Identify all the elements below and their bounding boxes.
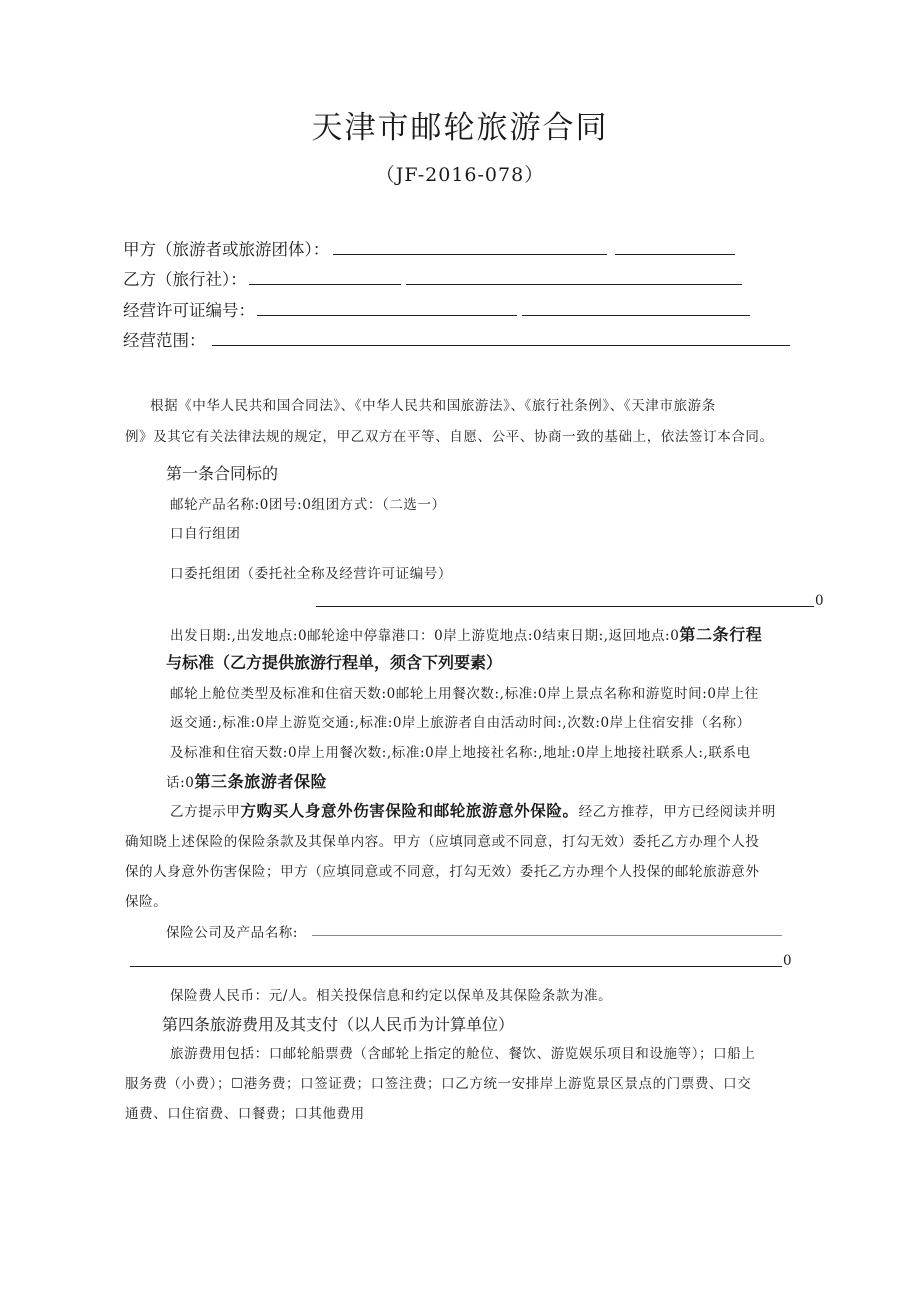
article-1-line-4 bbox=[170, 622, 762, 645]
party-a-blank-2[interactable] bbox=[615, 239, 735, 255]
article-1-option-self: 口自行组团 bbox=[170, 526, 241, 542]
insurer-label: 保险公司及产品名称: bbox=[166, 925, 299, 941]
article-2-line-2: 返交通:,标准:0岸上游览交通:,标准:0岸上旅游者自由活动时间:,次数:0岸上住宿安排（名称） bbox=[170, 715, 751, 731]
scope-label: 经营范围： bbox=[123, 331, 206, 350]
insurer-blank-line[interactable] bbox=[312, 935, 782, 936]
article-2-line-4 bbox=[166, 769, 327, 792]
party-a-blank-1[interactable] bbox=[333, 239, 607, 255]
article-4-line-3: 通费、口住宿费、口餐费；口其他费用 bbox=[125, 1106, 365, 1122]
article-1-line-1: 邮轮产品名称:0团号:0组团方式：（二选一） bbox=[170, 497, 446, 513]
article-3-heading: 第三条旅游者保险 bbox=[194, 772, 328, 791]
article-3-line-2: 确知晓上述保险的保险条款及其保单内容。甲方（应填同意或不同意，打勾无效）委托乙方办理个人投 bbox=[125, 834, 760, 850]
party-a-row bbox=[123, 236, 735, 260]
article-3-line-4: 保险。 bbox=[125, 894, 168, 910]
party-b-label: 乙方（旅行社）： bbox=[123, 270, 247, 289]
insurance-notice: 方购买人身意外伤害保险和邮轮旅游意外保险。 bbox=[240, 802, 579, 820]
departure-fields: 出发日期:,出发地点:0邮轮途中停靠港口：0岸上游览地点:0结束日期:,返回地点:0 bbox=[170, 628, 680, 644]
article-3-line-3: 保的人身意外伤害保险；甲方（应填同意或不同意，打勾无效）委托乙方办理个人投保的邮轮旅游意外 bbox=[125, 864, 760, 880]
article-1-option-entrust: 口委托组团（委托社全称及经营许可证编号） bbox=[170, 566, 452, 582]
license-row bbox=[123, 297, 750, 321]
entrust-blank-line[interactable] bbox=[316, 606, 814, 607]
contract-title: 天津市邮轮旅游合同 bbox=[311, 110, 609, 146]
article-2-heading: 与标准（乙方提供旅游行程单，须含下列要素） bbox=[166, 653, 503, 672]
scope-row bbox=[123, 327, 790, 351]
article-2-line-3: 及标准和住宿天数:0岸上用餐次数:,标准:0岸上地接社名称:,地址:0岸上地接社联系人:,联系电 bbox=[170, 745, 751, 761]
party-b-row bbox=[123, 266, 742, 290]
party-a-label: 甲方（旅游者或旅游团体）： bbox=[123, 240, 330, 259]
intro-line-2: 例》及其它有关法律法规的规定，甲乙双方在平等、自愿、公平、协商一致的基础上，依法签订本合同。 bbox=[125, 429, 774, 445]
scope-blank[interactable] bbox=[212, 330, 790, 346]
contact-phone-field: 话:0 bbox=[166, 775, 195, 791]
entrust-blank-zero: 0 bbox=[815, 593, 825, 609]
article-4-line-2: 服务费（小费）；☐港务费；口签证费；口签注费；口乙方统一安排岸上游览景区景点的门票费、口交 bbox=[125, 1076, 752, 1092]
intro-line-1: 根据《中华人民共和国合同法》、《中华人民共和国旅游法》、《旅行社条例》、《天津市旅游条 bbox=[150, 398, 716, 414]
party-b-blank-1[interactable] bbox=[249, 269, 401, 285]
license-label: 经营许可证编号： bbox=[123, 301, 255, 320]
insurer-blank-zero: 0 bbox=[783, 953, 793, 969]
article-3-text-tail: 经乙方推荐，甲方已经阅读并明 bbox=[578, 804, 777, 820]
article-2-line-1: 邮轮上舱位类型及标准和住宿天数:0邮轮上用餐次数:,标准:0岸上景点名称和游览时间:0岸上往 bbox=[170, 686, 759, 702]
article-1-heading: 第一条合同标的 bbox=[166, 464, 279, 483]
license-blank-1[interactable] bbox=[257, 300, 517, 316]
article-4-heading: 第四条旅游费用及其支付（以人民币为计算单位） bbox=[162, 1015, 515, 1034]
contract-code: （JF-2016-078） bbox=[375, 164, 545, 186]
article-3-text-start: 乙方提示甲 bbox=[170, 804, 241, 820]
party-b-blank-2[interactable] bbox=[406, 269, 742, 285]
article-4-line-1: 旅游费用包括：口邮轮船票费（含邮轮上指定的舱位、餐饮、游览娱乐项目和设施等）；口船上 bbox=[170, 1046, 756, 1062]
article-2-heading-start: 第二条行程 bbox=[679, 625, 763, 644]
premium-line: 保险费人民币：元/人。相关投保信息和约定以保单及其保险条款为准。 bbox=[170, 988, 613, 1004]
article-3-line-1 bbox=[170, 799, 776, 821]
insurer-blank-line-2[interactable] bbox=[130, 966, 782, 967]
license-blank-2[interactable] bbox=[522, 300, 750, 316]
